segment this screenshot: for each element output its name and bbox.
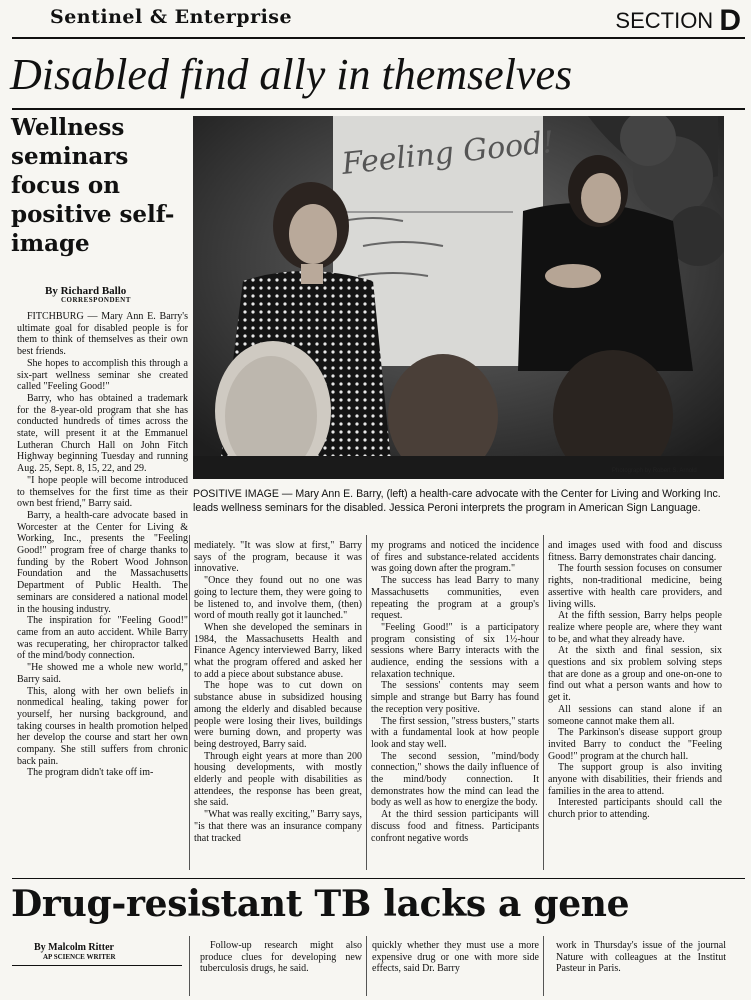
paragraph: The success has lead Barry to many Massachusetts communities, even repeating the program at a group's request. xyxy=(371,575,539,622)
section-letter: D xyxy=(719,4,741,37)
subhead: Wellness seminars focus on positive self-image xyxy=(11,114,175,257)
byline-role: CORRESPONDENT xyxy=(61,296,131,304)
paragraph: At the sixth and final session, six questions and six problem solving steps that are done as a group and one-on-one to find out what a person wants and how to get it. xyxy=(548,645,722,704)
second-column-1 xyxy=(200,940,362,1000)
paragraph: The Parkinson's disease support group invited Barry to conduct the "Feeling Good!" program at the church hall. xyxy=(548,727,722,762)
woman-right xyxy=(518,203,693,371)
article-column-3 xyxy=(371,540,539,844)
photo-illustration xyxy=(193,116,724,479)
article-column-4 xyxy=(548,540,722,821)
paragraph: my programs and noticed the incidence of fires and substance-related accidents was going down after the program." xyxy=(371,540,539,575)
masthead-paper-name: Sentinel & Enterprise xyxy=(50,6,293,28)
paragraph: Through eight years at more than 200 housing developments, with mostly elderly and people with disabilities as attendees, the response has been great, she said. xyxy=(194,750,362,809)
paragraph: "He showed me a whole new world," Barry said. xyxy=(17,662,188,685)
byline-rule xyxy=(12,965,182,966)
news-photo xyxy=(193,116,724,479)
paragraph: The hope was to cut down on substance abuse in subsidized housing among the elderly and disabled because people were losing their lives, buildings were burning down, and property was being destroyed, Barry said. xyxy=(194,680,362,750)
second-byline: By Malcolm Ritter xyxy=(34,942,114,953)
paragraph: The program didn't take off im- xyxy=(27,767,154,779)
column-divider xyxy=(543,535,544,870)
paragraph: The first session, "stress busters," starts with a fundamental look at how people look and stay well. xyxy=(371,715,539,750)
paragraph: Barry, who has obtained a trademark for the 8-year-old program that she has conducted hundreds of times across the state, will present it at the Emmanuel Lutheran Church Hall on John Fitch Highway beginning Tuesday and running Aug. 25, Sept. 8, 15, 22, and 29. xyxy=(17,392,188,475)
paragraph: Follow-up research might also produce clues for developing new tuberculosis drugs, he said. xyxy=(200,940,362,975)
headline-rule xyxy=(12,108,745,110)
paragraph: "What was really exciting," Barry says, "is that there was an insurance company that tracked xyxy=(194,809,362,844)
paragraph: Interested participants should call the church prior to attending. xyxy=(548,797,722,821)
paragraph: The support group is also inviting anyone with disabilities, their friends and families in the area to attend. xyxy=(548,762,722,797)
column-divider xyxy=(189,535,190,870)
paragraph: Barry, a health-care advocate based in Worcester at the Center for Living & Working, Inc., presents the "Feeling Good!" program free of charge thanks to funding by the Robert Wood Johnson Foundation and the Massachusetts Department of Public Health. The seminars are considered a national model in the housing industry. xyxy=(17,509,188,615)
article-column-2 xyxy=(194,540,362,844)
second-headline: Drug-resistant TB lacks a gene xyxy=(11,883,630,925)
paragraph: At the fifth session, Barry helps people realize where people are, where they want to be, and what they already have. xyxy=(548,610,722,645)
paragraph: FITCHBURG — Mary Ann E. Barry's ultimate goal for disabled people is for them to think of themselves as their own best friends. xyxy=(17,311,188,358)
section-label: SECTION D xyxy=(615,4,741,37)
paragraph: "I hope people will become introduced to themselves for the first time as their own best friend," Barry said. xyxy=(17,474,188,510)
column-divider xyxy=(366,535,367,870)
masthead-rule xyxy=(12,37,745,39)
paragraph: "Once they found out no one was going to lecture them, they were going to be listened to, and involve them, (then) word of mouth really got it launched." xyxy=(194,575,362,622)
byline: By Richard Ballo xyxy=(45,285,127,297)
paragraph: quickly whether they must use a more expensive drug or one with more side effects, said Dr. Barry xyxy=(372,940,539,975)
whiteboard-text: Feeling Good! xyxy=(340,124,556,182)
paragraph: The inspiration for "Feeling Good!" came from an auto accident. While Barry was recuperating, her chiropractor talked of the mind/body connection. xyxy=(17,615,188,662)
column-divider xyxy=(366,936,367,996)
paragraph: The second session, "mind/body connection," shows the daily influence of the mind/body connection. It demonstrates how the mind can lead the body as well as how to energize the body. xyxy=(371,750,539,809)
paragraph: and images used with food and discuss fitness. Barry demonstrates chair dancing. xyxy=(548,540,722,563)
paragraph: mediately. "It was slow at first," Barry says of the program, because it was innovative. xyxy=(194,540,362,575)
second-column-3 xyxy=(556,940,726,1000)
paragraph: She hopes to accomplish this through a six-part wellness seminar she created called "Feeling Good!" xyxy=(17,357,188,393)
top-headline: Disabled find ally in themselves xyxy=(10,50,573,99)
column-divider xyxy=(189,936,190,996)
second-byline-role: AP SCIENCE WRITER xyxy=(43,953,116,961)
paragraph: This, along with her own beliefs in nonmedical healing, taking power for yourself, her nursing background, and taking courses in health promotion helped her develop the course and start her own company. She still suffers from chronic back pain. xyxy=(17,685,188,767)
paragraph: work in Thursday's issue of the journal Nature with colleagues at the Institut Pasteur in Paris. xyxy=(556,940,726,975)
photo-caption: POSITIVE IMAGE — Mary Ann E. Barry, (left) a health-care advocate with the Center for Living and Working Inc. leads wellness seminars for the disabled. Jessica Peroni interprets the program in American Sign Language. xyxy=(193,488,721,514)
column-divider xyxy=(543,936,544,996)
paragraph: The fourth session focuses on consumer rights, non-traditional medicine, being assertive with health care providers, and living wills. xyxy=(548,563,722,610)
paragraph: "Feeling Good!" is a participatory program consisting of six 1½-hour sessions where Barry interacts with the audience, ending the sessions with a relaxation technique. xyxy=(371,621,539,680)
article-column-1 xyxy=(17,311,188,779)
photo-credit: Photograph by Robert S. Arnold xyxy=(612,468,697,474)
paragraph: The sessions' contents may seem simple and strange but Barry has found the reception very positive. xyxy=(371,680,539,715)
paragraph: At the third session participants will discuss food and fitness. Participants confront negative words xyxy=(371,809,539,844)
paragraph: All sessions can stand alone if an someone cannot make them all. xyxy=(548,703,722,727)
paragraph: When she developed the seminars in 1984, the Massachusetts Health and Finance Agency interviewed Barry, liked what the program offered and asked her to add a piece about substance abuse. xyxy=(194,621,362,680)
second-column-2 xyxy=(372,940,539,1000)
